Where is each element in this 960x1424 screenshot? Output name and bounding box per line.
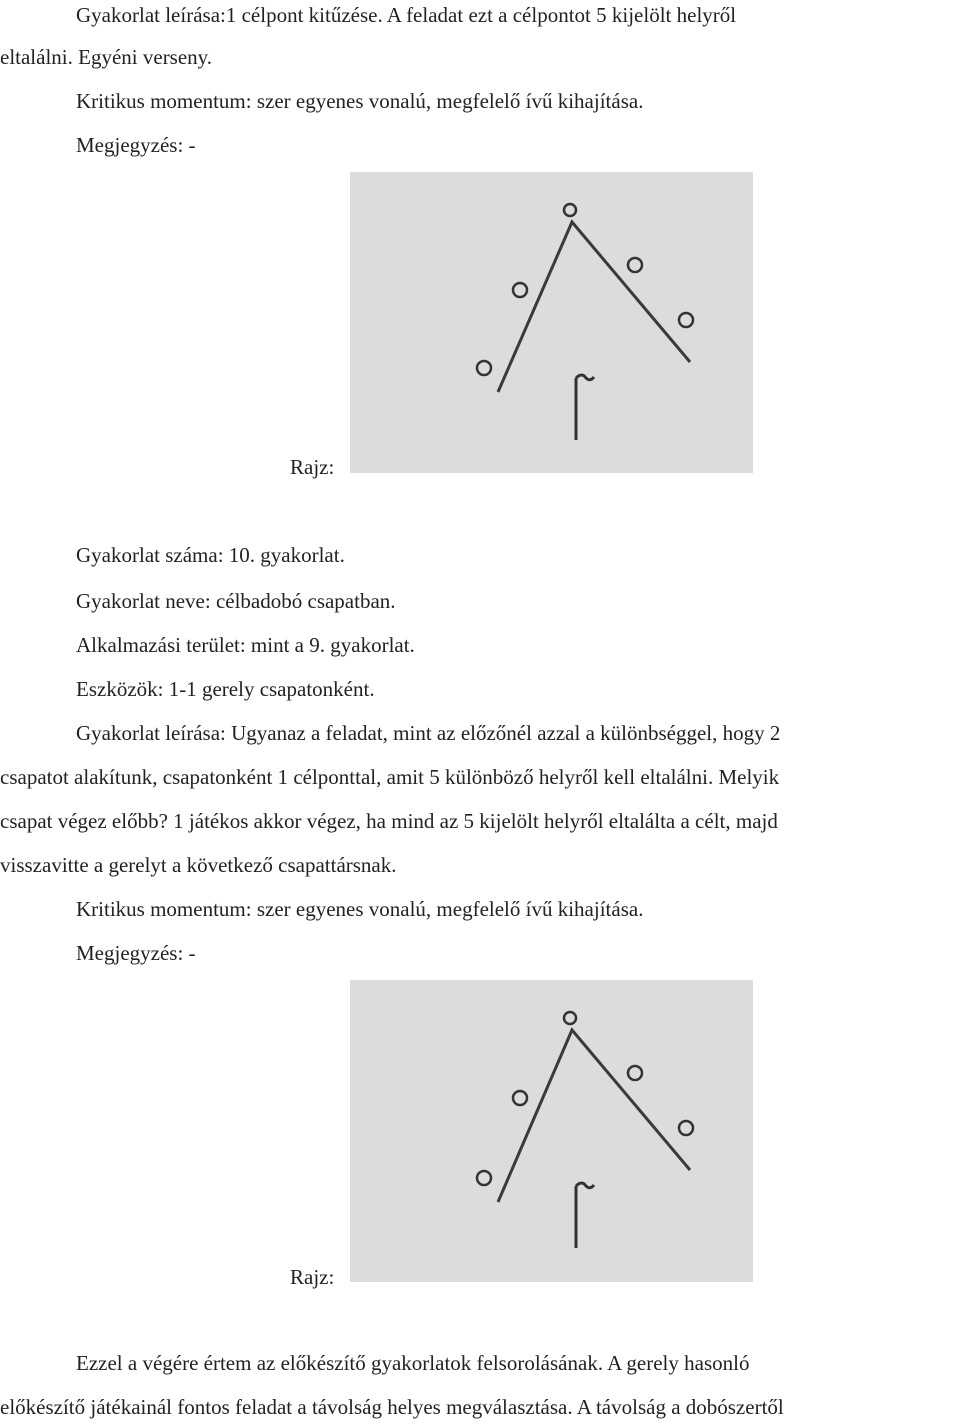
drawing-label: Rajz: [290, 455, 335, 479]
description-line-2: eltalálni. Egyéni verseny. [0, 45, 213, 69]
exercise-name: Gyakorlat neve: célbadobó csapatban. [76, 589, 396, 613]
target-drawing-image [350, 172, 753, 473]
target-drawing-svg [350, 172, 753, 473]
exercise-description-line-4: visszavitte a gerelyt a következő csapattársnak. [0, 853, 397, 877]
exercise-equipment: Eszközök: 1-1 gerely csapatonként. [76, 677, 375, 701]
exercise-critical-moment: Kritikus momentum: szer egyenes vonalú, megfelelő ívű kihajítása. [76, 897, 644, 921]
exercise-description-line-3: csapat végez előbb? 1 játékos akkor végez, ha mind az 5 kijelölt helyről eltalálta a célt, majd [0, 809, 778, 833]
closing-line-1: Ezzel a végére értem az előkészítő gyakorlatok felsorolásának. A gerely hasonló [76, 1351, 750, 1375]
description-line-1: Gyakorlat leírása:1 célpont kitűzése. A feladat ezt a célpontot 5 kijelölt helyről [76, 3, 737, 27]
exercise-description-line-2: csapatot alakítunk, csapatonként 1 célponttal, amit 5 különböző helyről kell eltalálni. Melyik [0, 765, 780, 789]
note-text: Megjegyzés: - [76, 133, 196, 157]
exercise-description-line-1: Gyakorlat leírása: Ugyanaz a feladat, mint az előzőnél azzal a különbséggel, hogy 2 [76, 721, 781, 745]
exercise-number: Gyakorlat száma: 10. gyakorlat. [76, 543, 345, 567]
exercise-drawing-image [350, 980, 753, 1282]
exercise-drawing-label: Rajz: [290, 1265, 335, 1289]
exercise-application-area: Alkalmazási terület: mint a 9. gyakorlat. [76, 633, 415, 657]
exercise-note: Megjegyzés: - [76, 941, 196, 965]
closing-line-2: előkészítő játékainál fontos feladat a távolság helyes megválasztása. A távolság a dobószertől [0, 1395, 784, 1419]
exercise-drawing-svg [350, 980, 753, 1282]
critical-moment-text: Kritikus momentum: szer egyenes vonalú, megfelelő ívű kihajítása. [76, 89, 644, 113]
